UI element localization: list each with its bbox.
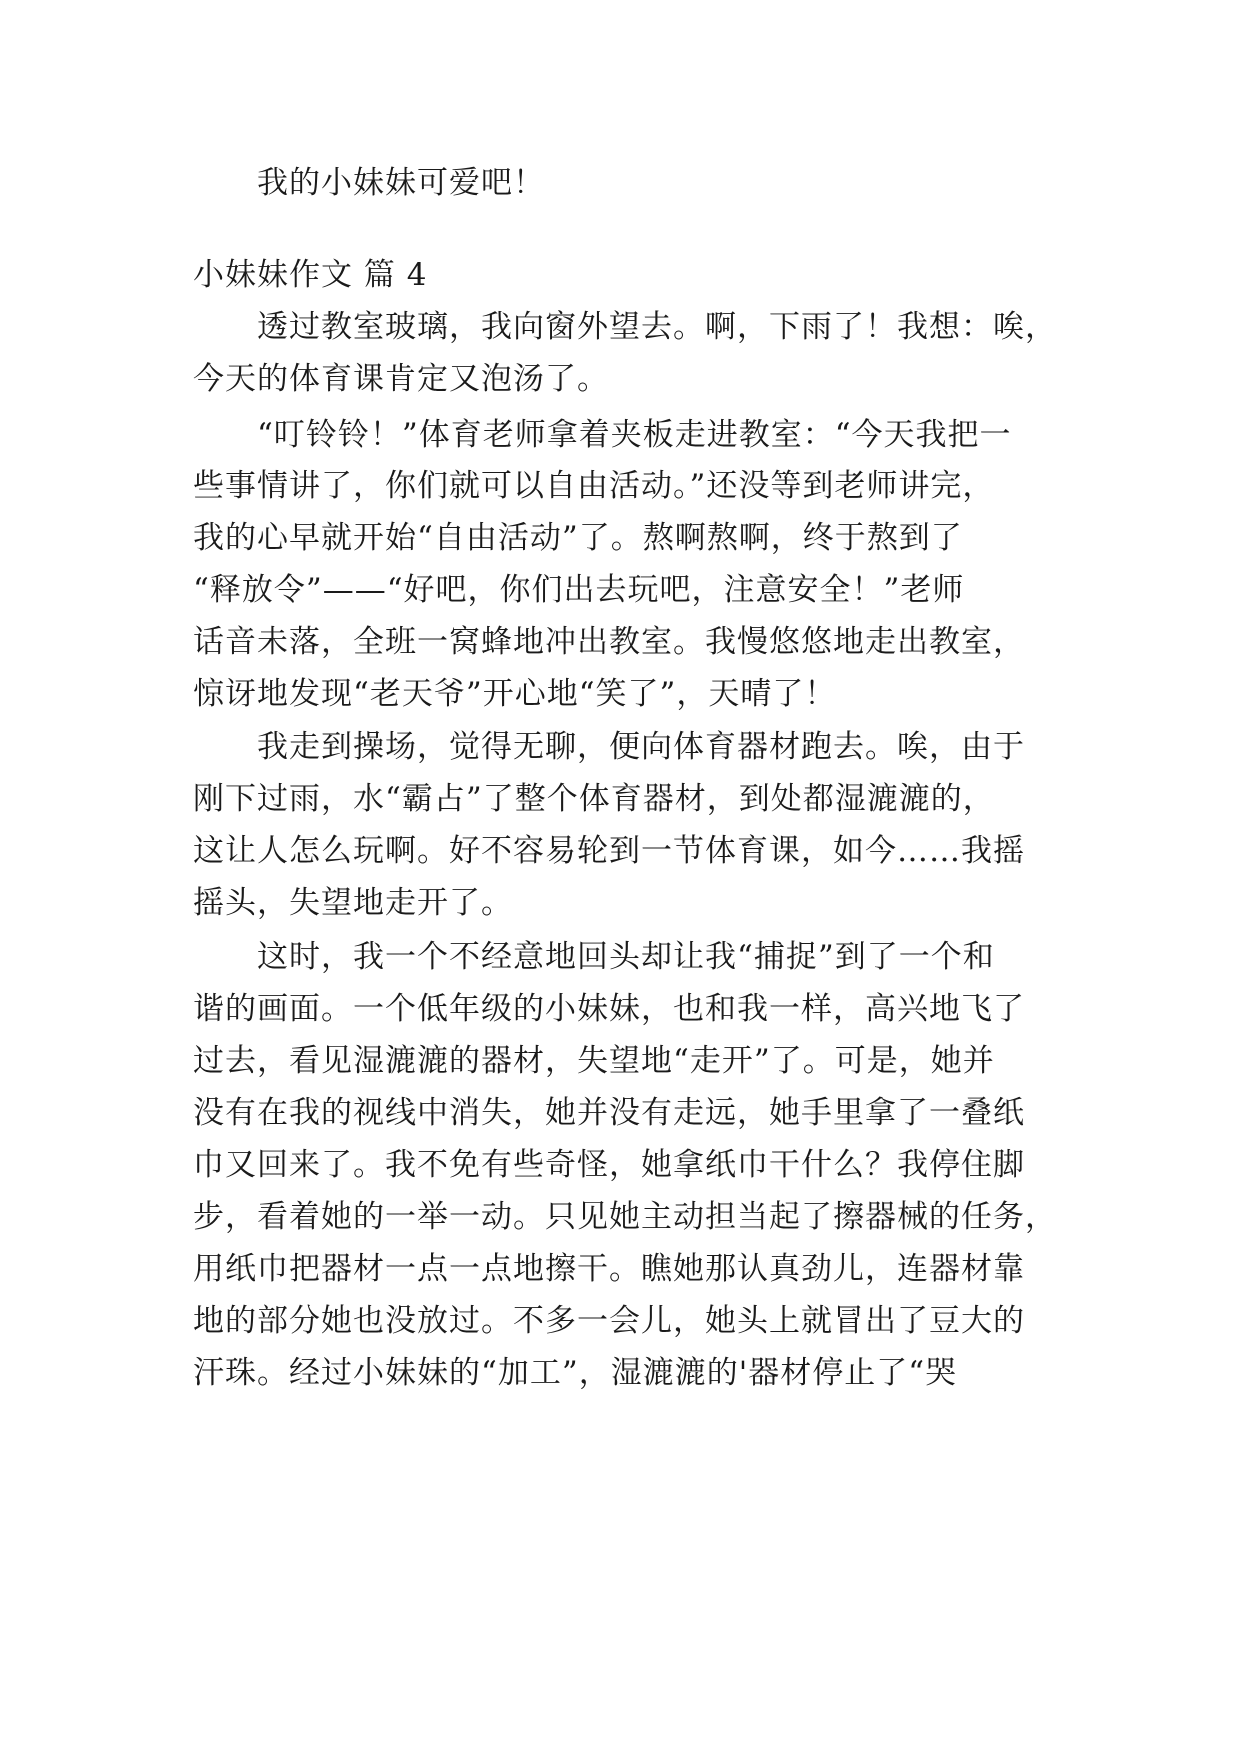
paragraph-line: 摇头，失望地走开了。 xyxy=(193,885,513,921)
paragraph-line: 透过教室玻璃，我向窗外望去。啊，下雨了！我想：唉， xyxy=(257,309,1057,345)
paragraph-line: 话音未落，全班一窝蜂地冲出教室。我慢悠悠地走出教室， xyxy=(193,624,1025,660)
paragraph-line: 这时，我一个不经意地回头却让我“捕捉”到了一个和 xyxy=(257,939,995,975)
paragraph-line: 刚下过雨，水“霸占”了整个体育器材，到处都湿漉漉的， xyxy=(193,781,995,817)
paragraph-line: 谐的画面。一个低年级的小妹妹，也和我一样，高兴地飞了 xyxy=(193,991,1025,1027)
paragraph-line: 步，看着她的一举一动。只见她主动担当起了擦器械的任务， xyxy=(193,1199,1057,1235)
paragraph-line: 用纸巾把器材一点一点地擦干。瞧她那认真劲儿，连器材靠 xyxy=(193,1251,1025,1287)
paragraph-line: 些事情讲了，你们就可以自由活动。”还没等到老师讲完， xyxy=(193,468,995,504)
paragraph-line: 今天的体育课肯定又泡汤了。 xyxy=(193,361,609,397)
paragraph-line: 惊讶地发现“老天爷”开心地“笑了”，天晴了！ xyxy=(193,676,837,712)
paragraph-line: 我的心早就开始“自由活动”了。熬啊熬啊，终于熬到了 xyxy=(193,520,963,556)
paragraph-line: 巾又回来了。我不免有些奇怪，她拿纸巾干什么？我停住脚 xyxy=(193,1147,1025,1183)
paragraph-line: 地的部分她也没放过。不多一会儿，她头上就冒出了豆大的 xyxy=(193,1303,1025,1339)
paragraph-line: 汗珠。经过小妹妹的“加工”，湿漉漉的'器材停止了“哭 xyxy=(193,1355,958,1391)
paragraph-line: 这让人怎么玩啊。好不容易轮到一节体育课，如今……我摇 xyxy=(193,833,1025,869)
paragraph-line: “叮铃铃！”体育老师拿着夹板走进教室：“今天我把一 xyxy=(257,417,1012,453)
paragraph-line: 没有在我的视线中消失，她并没有走远，她手里拿了一叠纸 xyxy=(193,1095,1025,1131)
paragraph-line: 我走到操场，觉得无聊，便向体育器材跑去。唉，由于 xyxy=(257,729,1025,765)
section-heading: 小妹妹作文 篇 4 xyxy=(193,257,428,293)
paragraph-line: “释放令”——“好吧，你们出去玩吧，注意安全！”老师 xyxy=(193,572,965,608)
paragraph-closing-line: 我的小妹妹可爱吧！ xyxy=(257,165,545,201)
paragraph-line: 过去，看见湿漉漉的器材，失望地“走开”了。可是，她并 xyxy=(193,1043,995,1079)
